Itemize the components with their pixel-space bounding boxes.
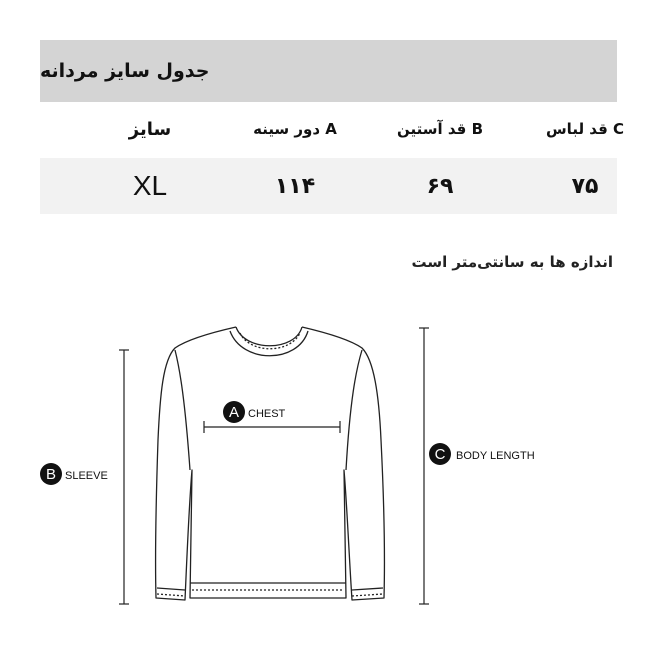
body-length-letter: C xyxy=(434,446,446,463)
chest-label: CHEST xyxy=(248,408,286,420)
body-length-label: BODY LENGTH xyxy=(456,450,535,462)
measurement-unit-note: اندازه ها به سانتی‌متر است xyxy=(411,253,613,271)
chest-letter: A xyxy=(228,404,240,421)
header-chest: A دور سینه xyxy=(253,120,337,138)
value-chest: ۱۱۴ xyxy=(274,173,316,199)
header-sleeve: B قد آستین xyxy=(397,120,484,138)
shirt-outline xyxy=(156,327,385,600)
body-length-measure xyxy=(419,328,535,604)
header-size: سایز xyxy=(128,118,172,140)
value-sleeve: ۶۹ xyxy=(426,173,454,199)
size-table-title: جدول سایز مردانه xyxy=(40,60,210,82)
header-body-length: C قد لباس xyxy=(545,120,625,138)
sleeve-letter: B xyxy=(45,466,57,483)
sleeve-label: SLEEVE xyxy=(65,470,108,482)
chest-measure xyxy=(204,401,340,433)
value-size: XL xyxy=(132,170,168,201)
value-body-length: ۷۵ xyxy=(571,173,599,199)
sleeve-measure xyxy=(40,350,129,604)
